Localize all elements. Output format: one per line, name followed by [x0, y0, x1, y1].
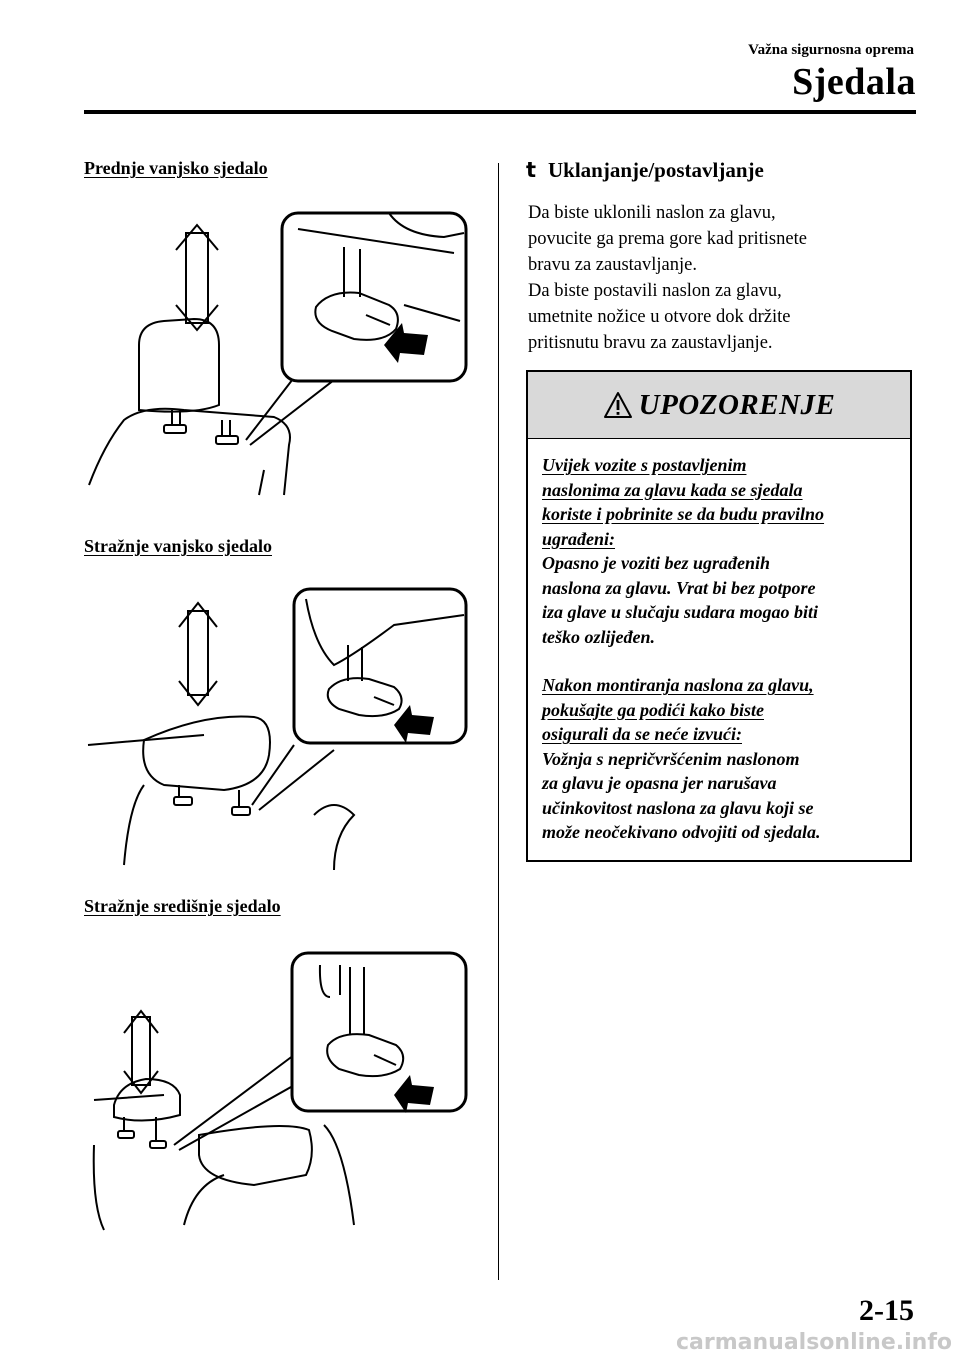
paragraph-line: pritisnutu bravu za zaustavljanje.: [528, 333, 773, 353]
warning-line: naslonima za glavu kada se sjedala: [542, 479, 803, 500]
warning-header: [528, 372, 910, 439]
warning-content: [528, 439, 910, 845]
paragraph-line: bravu za zaustavljanje.: [528, 255, 697, 275]
warning-line: pokušajte ga podići kako biste: [542, 699, 764, 720]
paragraph-line: Da biste uklonili naslon za glavu,: [528, 203, 776, 223]
paragraph-line: Da biste postavili naslon za glavu,: [528, 281, 782, 301]
rear-center-headrest-illustration: [84, 945, 484, 1235]
figure-caption-rear-outer-seat: Stražnje vanjsko sjedalo: [84, 536, 272, 556]
warning-line: Nakon montiranja naslona za glavu,: [542, 675, 814, 695]
figure-caption-front-outer-seat: Prednje vanjsko sjedalo: [84, 158, 268, 178]
warning-triangle-icon: [603, 391, 633, 419]
paragraph-line: povucite ga prema gore kad pritisnete: [528, 229, 807, 249]
warning-line: ugrađeni:: [542, 528, 616, 549]
warning-spacer: [542, 649, 900, 673]
warning-line: za glavu je opasna jer narušava: [542, 773, 777, 793]
figure-caption-rear-center-seat: Stražnje središnje sjedalo: [84, 896, 281, 916]
warning-line: naslona za glavu. Vrat bi bez potpore: [542, 577, 816, 598]
front-outer-headrest-illustration: [84, 205, 484, 505]
column-divider: [498, 163, 499, 1280]
warning-line: Vožnja s nepričvršćenim naslonom: [542, 748, 800, 769]
warning-title: UPOZORENJE: [638, 388, 836, 421]
paragraph-line: umetnite nožice u otvore dok držite: [528, 307, 791, 327]
warning-line: Uvijek vozite s postavljenim: [542, 455, 747, 475]
warning-line: osigurali da se neće izvući:: [542, 724, 742, 744]
warning-line: teško ozlijeđen.: [542, 626, 655, 647]
heading-text: Uklanjanje/postavljanje: [548, 158, 764, 182]
watermark: carmanualsonline.info: [676, 1330, 952, 1355]
warning-line: Opasno je voziti bez ugrađenih: [542, 553, 771, 573]
warning-box: [526, 370, 912, 862]
warning-line: iza glave u slučaju sudara mogao biti: [542, 602, 819, 622]
warning-line: učinkovitost naslona za glavu koji se: [542, 797, 814, 818]
warning-line: može neočekivano odvojiti od sjedala.: [542, 822, 821, 842]
warning-line: koriste i pobrinite se da budu pravilno: [542, 504, 825, 524]
page-title: Sjedala: [792, 61, 916, 103]
heading-bullet: t: [526, 158, 537, 182]
subsection-heading: [526, 158, 764, 183]
rear-outer-headrest-illustration: [84, 585, 484, 875]
instruction-paragraph: [528, 200, 888, 356]
header-rule: [84, 110, 916, 114]
section-label: Važna sigurnosna oprema: [748, 42, 914, 58]
page-number: 2-15: [859, 1294, 914, 1327]
